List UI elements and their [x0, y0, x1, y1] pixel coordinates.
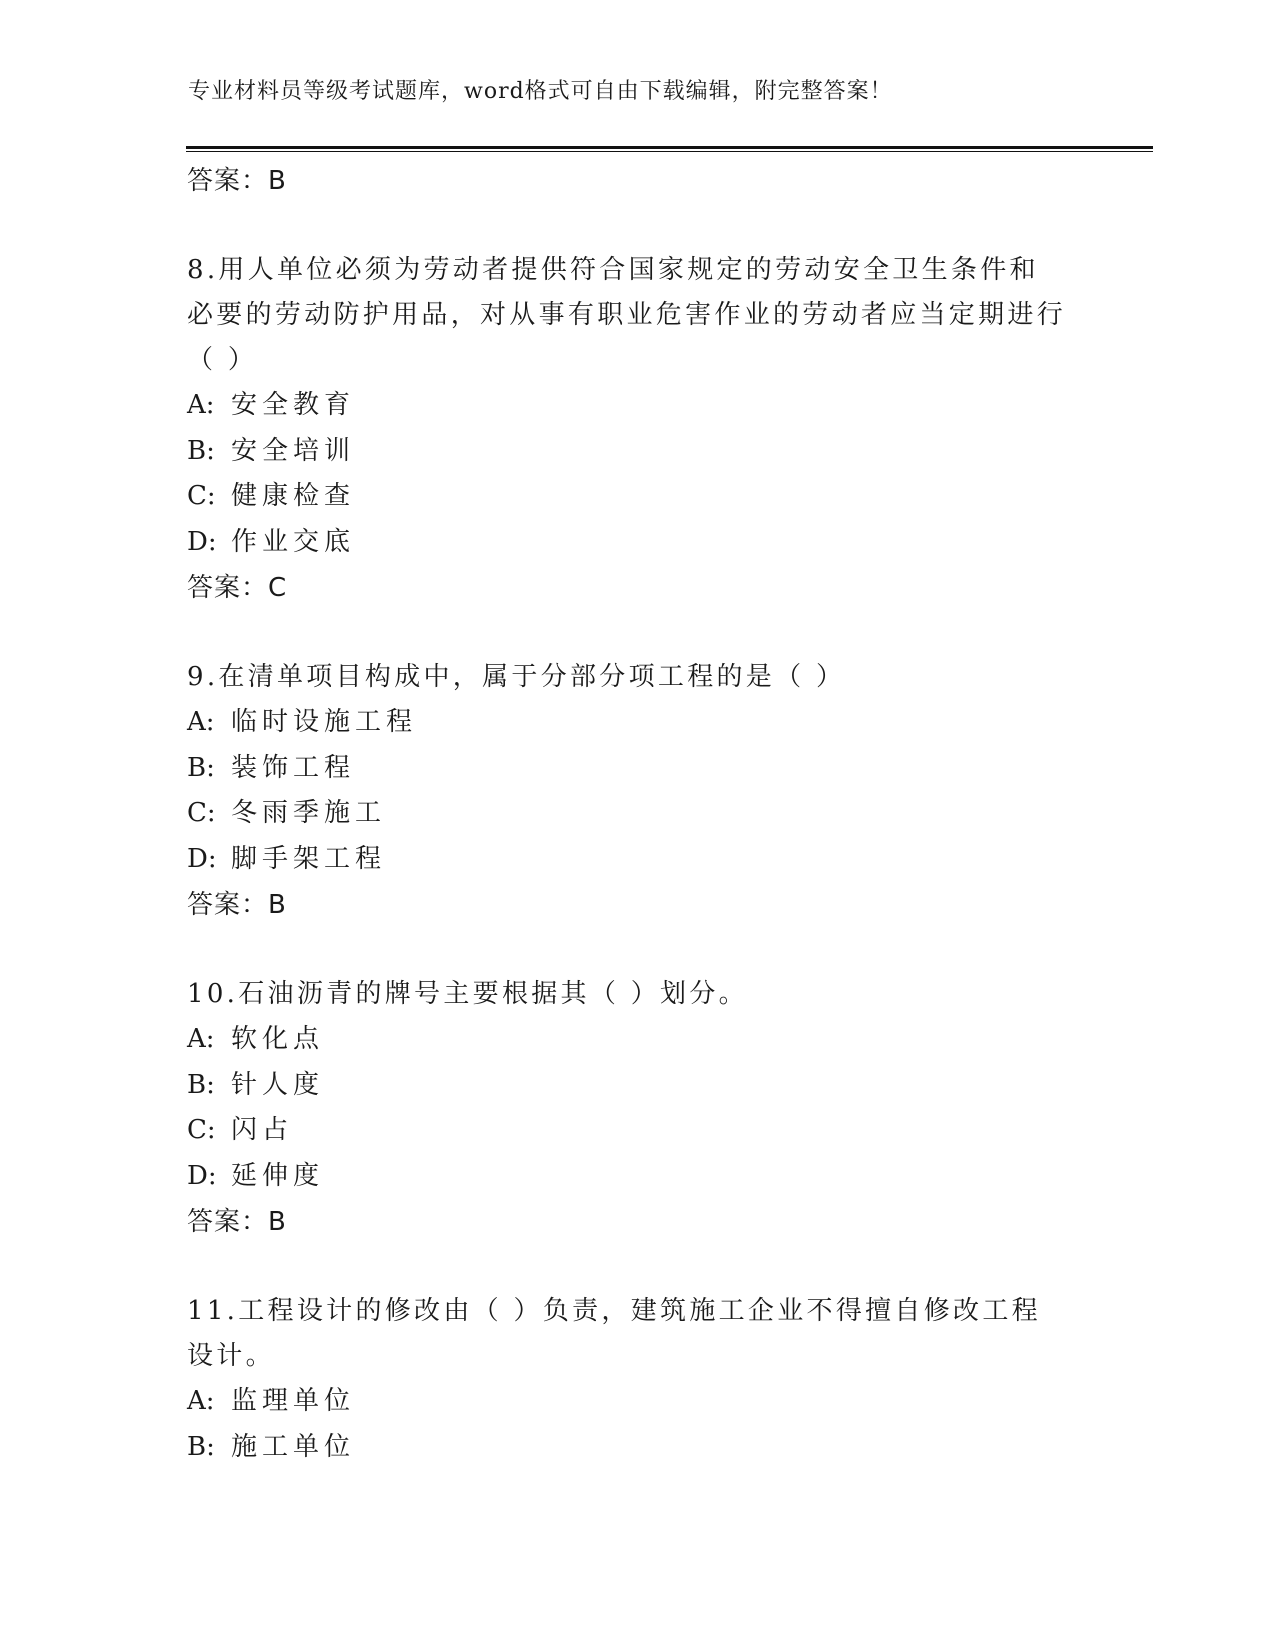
question-item: [187, 1289, 1067, 1470]
answer-line: 答案：B: [187, 890, 287, 920]
option-label: C:: [187, 481, 216, 511]
option-b: [187, 746, 1067, 792]
question-item: [187, 248, 1067, 611]
option-a: [187, 1017, 1067, 1063]
header-rule-thick: [186, 146, 1153, 149]
option-text: 延伸度: [231, 1160, 325, 1191]
option-a: [187, 700, 1067, 746]
option-c: [187, 791, 1067, 837]
option-a: [187, 1379, 1067, 1425]
option-d: [187, 837, 1067, 883]
option-b: [187, 1063, 1067, 1109]
option-label: C:: [187, 798, 216, 828]
option-c: [187, 474, 1067, 520]
answer-line: 答案：B: [187, 166, 287, 196]
option-text: 脚手架工程: [231, 843, 387, 874]
option-label: B:: [187, 752, 215, 783]
option-d: [187, 520, 1067, 566]
option-text: 闪占: [231, 1115, 294, 1145]
question-text: 10.石油沥青的牌号主要根据其（ ）划分。: [187, 979, 748, 1009]
option-label: B:: [187, 1069, 215, 1100]
option-text: 监理单位: [231, 1386, 356, 1416]
question-item: [187, 655, 1067, 928]
option-text: 作业交底: [231, 526, 356, 557]
question-text: 9.在清单项目构成中，属于分部分项工程的是（ ）: [187, 662, 846, 692]
option-label: A:: [187, 1024, 215, 1054]
option-text: 安全教育: [231, 390, 356, 420]
option-text: 针人度: [231, 1069, 325, 1100]
option-text: 施工单位: [231, 1431, 356, 1462]
option-label: B:: [187, 1431, 215, 1462]
option-label: D:: [187, 526, 217, 557]
option-label: A:: [187, 1386, 215, 1416]
option-label: D:: [187, 1160, 217, 1191]
question-item: [187, 972, 1067, 1245]
option-text: 安全培训: [231, 435, 356, 466]
question-list: [187, 158, 1067, 1470]
option-a: [187, 383, 1067, 429]
option-label: A:: [187, 390, 215, 420]
answer-line: 答案：B: [187, 1207, 287, 1237]
header-rule-thin: [186, 151, 1153, 152]
option-text: 健康检查: [231, 481, 356, 511]
question-text: 8.用人单位必须为劳动者提供符合国家规定的劳动安全卫生条件和必要的劳动防护用品，对从事有职业危害作业的劳动者应当定期进行（ ）: [187, 255, 1067, 375]
option-b: [187, 429, 1067, 475]
question-text: 11.工程设计的修改由（ ）负责，建筑施工企业不得擅自修改工程设计。: [187, 1296, 1041, 1371]
option-b: [187, 1425, 1067, 1471]
page-header: 专业材料员等级考试题库，word格式可自由下载编辑，附完整答案！: [188, 79, 893, 104]
option-label: D:: [187, 843, 217, 874]
option-d: [187, 1154, 1067, 1200]
option-label: A:: [187, 707, 215, 737]
option-text: 临时设施工程: [231, 707, 418, 737]
option-label: B:: [187, 435, 215, 466]
answer-line: 答案：C: [187, 573, 288, 603]
option-text: 装饰工程: [231, 752, 356, 783]
option-label: C:: [187, 1115, 216, 1145]
option-c: [187, 1108, 1067, 1154]
option-text: 冬雨季施工: [231, 798, 387, 828]
option-text: 软化点: [231, 1024, 325, 1054]
